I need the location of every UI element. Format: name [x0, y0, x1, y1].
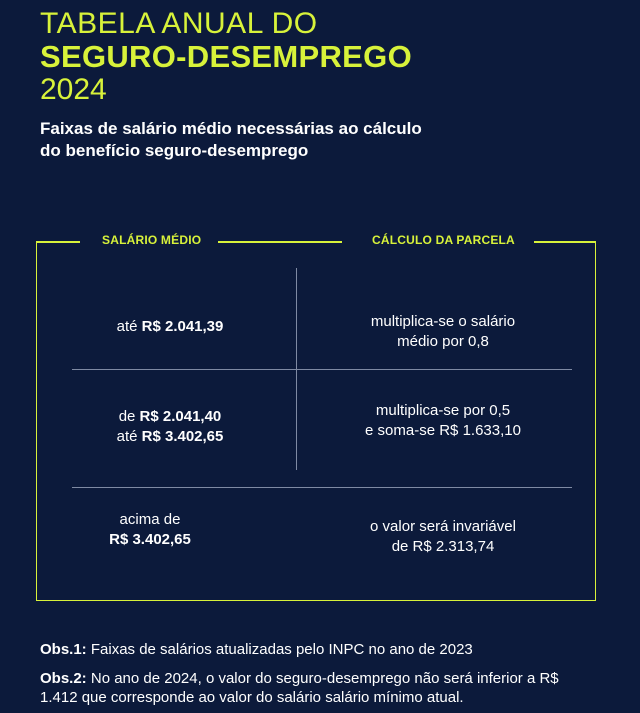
calc-line-2: e soma-se R$ 1.633,10 [365, 422, 521, 439]
salary-value: R$ 2.041,39 [141, 318, 224, 335]
subtitle-line-1: Faixas de salário médio necessárias ao cálculo [40, 119, 422, 138]
table-row-3-salary [40, 508, 260, 552]
salary-value: R$ 2.041,40 [139, 408, 222, 425]
salary-value: R$ 3.402,65 [109, 531, 191, 548]
column-header-calculation: CÁLCULO DA PARCELA [372, 233, 515, 247]
frame-top-segment [218, 241, 342, 243]
calc-line-2: de R$ 2.313,74 [391, 538, 495, 555]
note-1 [40, 640, 600, 659]
calc-line-1: multiplica-se por 0,5 [375, 402, 511, 419]
frame-top-segment [36, 241, 80, 243]
title-year: 2024 [40, 73, 107, 106]
title-line-1: TABELA ANUAL DO [40, 7, 318, 40]
salary-prefix: acima de [119, 511, 181, 528]
table-row-2-calculation [310, 399, 576, 443]
salary-prefix: até [116, 318, 142, 335]
calc-line-1: o valor será invariável [370, 518, 516, 535]
row-divider [72, 369, 572, 370]
note-2 [40, 669, 600, 707]
subtitle [40, 118, 510, 162]
title-line-2: SEGURO-DESEMPREGO [40, 39, 412, 74]
column-header-salary: SALÁRIO MÉDIO [102, 233, 202, 247]
note-1-text: Faixas de salários atualizadas pelo INPC no ano de 2023 [86, 641, 473, 658]
table-row-1-calculation [310, 310, 576, 354]
table-row-2-salary [60, 405, 280, 449]
calc-line-2: médio por 0,8 [397, 333, 489, 350]
note-1-label: Obs.1: [40, 641, 87, 658]
subtitle-line-2: do benefício seguro-desemprego [40, 141, 309, 160]
frame-top-segment [534, 241, 596, 243]
row-divider [72, 487, 572, 488]
note-2-label: Obs.2: [40, 670, 87, 687]
note-2-text: No ano de 2024, o valor do seguro-desemprego não será inferior a R$ 1.412 que corresponde ao valor do salário salário mínimo atual. [40, 670, 559, 706]
calc-line-1: multiplica-se o salário [370, 313, 516, 330]
table-row-3-calculation [310, 515, 576, 559]
salary-value: R$ 3.402,65 [141, 428, 224, 445]
salary-prefix: até [116, 428, 142, 445]
table-row-1-salary [60, 305, 280, 349]
salary-prefix: de [118, 408, 140, 425]
